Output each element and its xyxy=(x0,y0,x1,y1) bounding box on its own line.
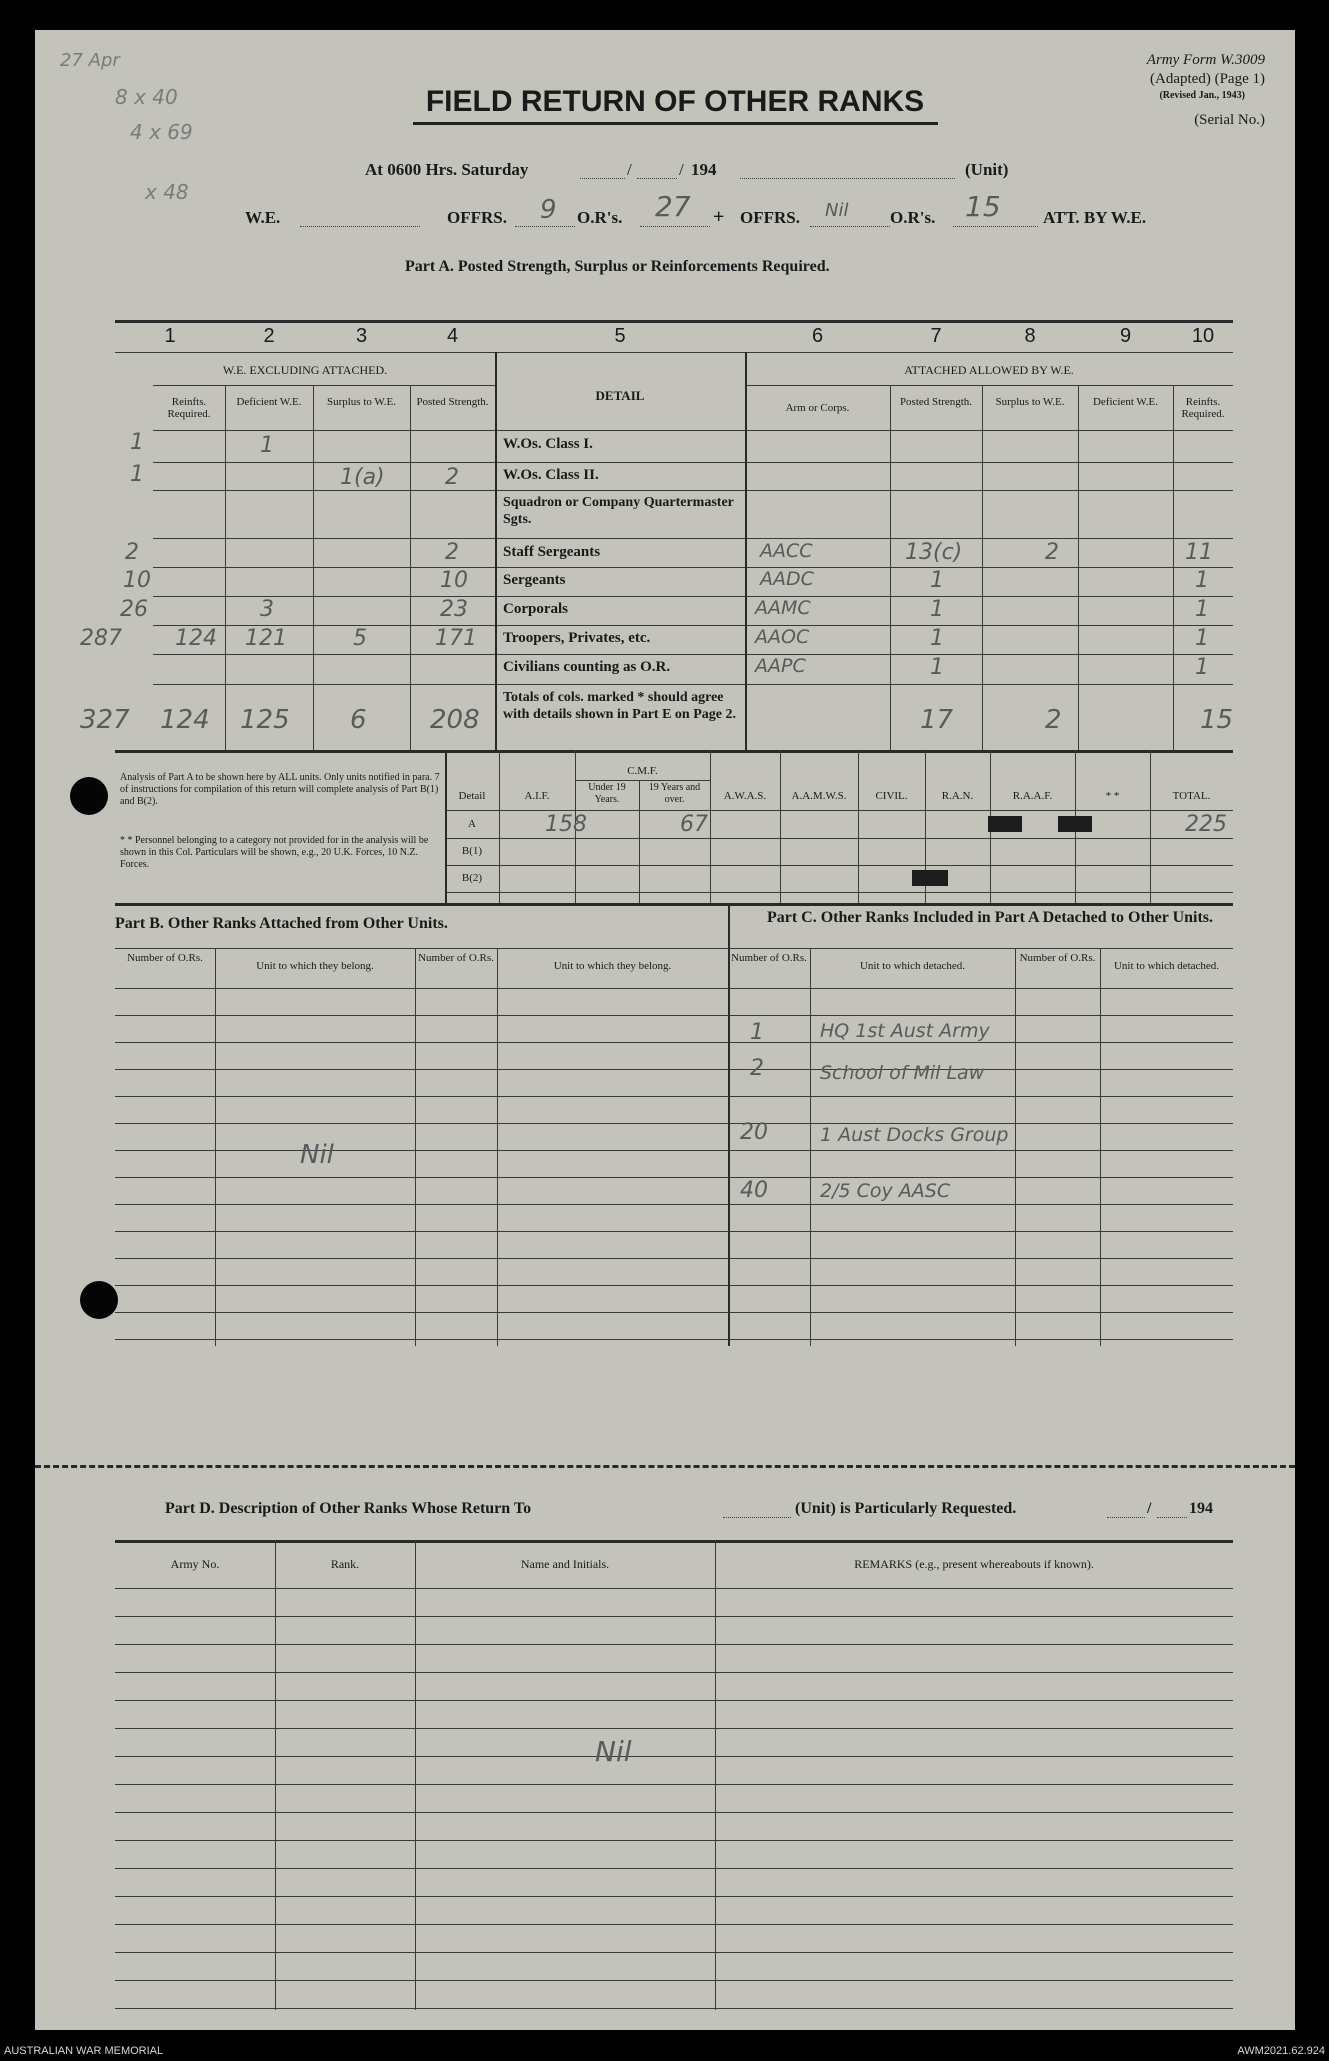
we-field xyxy=(300,226,420,227)
partA-vrule xyxy=(313,385,314,750)
plus-sign: + xyxy=(713,206,725,228)
sub-c9: Deficient W.E. xyxy=(1092,396,1159,408)
hw-value: 23 xyxy=(440,597,468,622)
partD-col-army: Army No. xyxy=(170,1557,220,1571)
analysis-col-under19: Under 19 Years. xyxy=(588,782,626,805)
partD-rule xyxy=(115,1812,1233,1813)
hw-value: 1 xyxy=(930,597,944,622)
partB-col-number: Number of O.Rs. xyxy=(127,952,203,964)
partA-vrule xyxy=(225,385,226,750)
date-month-field xyxy=(637,178,677,179)
cmf-value: 67 xyxy=(680,812,708,837)
partBC-rule xyxy=(115,1258,1233,1259)
partBC-rule xyxy=(115,1204,1233,1205)
at-label: At 0600 Hrs. Saturday xyxy=(365,160,529,179)
hw-value: 171 xyxy=(435,626,477,651)
partA-rule xyxy=(153,596,1233,597)
col-num-7: 7 xyxy=(930,325,942,347)
margin-note-1: 27 Apr xyxy=(60,50,120,71)
hw-total: 17 xyxy=(920,705,954,735)
partD-rule xyxy=(115,1784,1233,1785)
analysis-col-aamws: A.A.M.W.S. xyxy=(791,790,847,802)
ors2-label: O.R's. xyxy=(890,208,936,227)
col-num-9: 9 xyxy=(1119,325,1132,347)
offrs2-value: Nil xyxy=(825,200,849,221)
partA-vrule xyxy=(495,352,497,750)
partA-title: Part A. Posted Strength, Surplus or Reinforcements Required. xyxy=(405,258,830,275)
date-day-field xyxy=(580,178,625,179)
partA-num-rule xyxy=(115,352,1233,353)
hw-value: 2 xyxy=(1045,540,1059,565)
serial-label: (Serial No.) xyxy=(1194,112,1265,128)
partA-rule xyxy=(153,490,1233,491)
partBC-rule xyxy=(115,1096,1233,1097)
group-right-rule xyxy=(745,385,1233,386)
ors-field xyxy=(640,226,710,227)
partD-title-d: 194 xyxy=(1189,1500,1213,1517)
partA-vrule xyxy=(1173,385,1174,750)
margin-note-2: 8 x 40 xyxy=(115,85,178,109)
partC-col-unit-2: Unit to which detached. xyxy=(1113,960,1220,972)
partA-vrule xyxy=(890,385,891,750)
sub-c6: Arm or Corps. xyxy=(785,402,850,414)
hw-value: 1 xyxy=(1195,568,1209,593)
hw-value: 1 xyxy=(1195,626,1209,651)
partC-col-unit: Unit to which detached. xyxy=(859,960,966,972)
form-id-line3: (Revised Jan., 1943) xyxy=(1159,90,1245,101)
sub-c7: Posted Strength. xyxy=(899,396,973,408)
analysis-col-ran: R.A.N. xyxy=(941,790,974,802)
partD-date-field xyxy=(1107,1517,1145,1518)
hw-value: AACC xyxy=(760,540,813,562)
partBC-rule xyxy=(115,1177,1233,1178)
partBC-rule xyxy=(115,1123,1233,1124)
footer-left: AUSTRALIAN WAR MEMORIAL xyxy=(4,2045,164,2057)
partD-rule xyxy=(115,1896,1233,1897)
partD-rule xyxy=(115,1616,1233,1617)
partB-vrule xyxy=(215,948,216,1346)
hw-value: 26 xyxy=(120,597,148,622)
partA-vrule xyxy=(410,385,411,750)
partC-unit: School of Mil Law xyxy=(820,1062,985,1084)
partB-vrule xyxy=(497,948,498,1346)
hw-value: 1 xyxy=(930,655,944,680)
sub-c1: Reinfts. Required. xyxy=(167,396,211,420)
hw-total: 327 xyxy=(80,705,130,735)
partA-top-rule xyxy=(115,320,1233,323)
analysis-rule xyxy=(445,838,1233,839)
hw-total: 2 xyxy=(1045,705,1062,735)
partD-nil: Nil xyxy=(595,1735,632,1768)
group-left-header: W.E. EXCLUDING ATTACHED. xyxy=(222,363,388,377)
partD-rule xyxy=(115,1952,1233,1953)
partA-bottom-rule xyxy=(115,750,1233,753)
group-right-header: ATTACHED ALLOWED BY W.E. xyxy=(904,363,1074,377)
offrs2-label: OFFRS. xyxy=(740,208,800,227)
partD-col-remarks: REMARKS (e.g., present whereabouts if known). xyxy=(854,1557,1094,1571)
partB-col-unit: Unit to which they belong. xyxy=(256,960,374,972)
row-detail-pte: Troopers, Privates, etc. xyxy=(503,630,651,646)
hw-total: 125 xyxy=(240,705,290,735)
row-detail-cqms: Squadron or Company Quartermaster Sgts. xyxy=(503,495,734,527)
partA-rule xyxy=(153,462,1233,463)
hw-value: 287 xyxy=(80,626,122,651)
row-detail-cpl: Corporals xyxy=(503,601,568,617)
hw-value: 1 xyxy=(930,626,944,651)
hw-value: AAMC xyxy=(755,597,811,619)
partD-title-a: Part D. Description of Other Ranks Whose Return To xyxy=(165,1500,532,1517)
partD-rule xyxy=(115,1924,1233,1925)
hw-value: 11 xyxy=(1185,540,1213,565)
detail-header: DETAIL xyxy=(595,388,645,403)
partD-title-b: (Unit) is Particularly Requested. xyxy=(795,1500,1017,1517)
partBC-rule xyxy=(115,1150,1233,1151)
hw-total: 124 xyxy=(160,705,210,735)
offrs-value: 9 xyxy=(540,195,557,225)
hw-value: 2 xyxy=(445,540,459,565)
partBC-rule xyxy=(115,1069,1233,1070)
analysis-col-total: TOTAL. xyxy=(1172,790,1211,802)
partB-col-number-2: Number of O.Rs. xyxy=(418,952,494,964)
partBC-rule xyxy=(115,1042,1233,1043)
hw-value: 1 xyxy=(130,430,144,455)
partBC-rule xyxy=(115,1312,1233,1313)
partA-rule xyxy=(153,430,1233,431)
partBC-rule xyxy=(115,1015,1233,1016)
hw-value: 1 xyxy=(260,433,274,458)
partC-num: 1 xyxy=(750,1020,764,1045)
partD-rule xyxy=(115,1868,1233,1869)
partD-rule xyxy=(115,1644,1233,1645)
redaction-mark xyxy=(912,870,948,886)
row-detail-ssgt: Staff Sergeants xyxy=(503,544,601,560)
sub-c8: Surplus to W.E. xyxy=(995,396,1065,408)
sub-c2: Deficient W.E. xyxy=(236,396,302,408)
ors2-value: 15 xyxy=(965,190,1001,223)
partC-title: Part C. Other Ranks Included in Part A Detached to Other Units. xyxy=(766,909,1214,926)
partD-title-c: / xyxy=(1147,1500,1152,1517)
col-num-1: 1 xyxy=(164,325,176,347)
partC-unit: 2/5 Coy AASC xyxy=(820,1180,951,1202)
partA-rule xyxy=(153,538,1233,539)
binder-hole xyxy=(80,1281,118,1319)
hw-value: AAOC xyxy=(755,626,810,648)
hw-total: 6 xyxy=(350,705,367,735)
partD-rule xyxy=(115,1588,1233,1589)
ors2-field xyxy=(953,226,1038,227)
analysis-row-b2: B(2) xyxy=(461,872,483,884)
att-label: ATT. BY W.E. xyxy=(1043,208,1147,227)
analysis-vrule xyxy=(1150,750,1151,903)
partA-vrule xyxy=(745,352,747,750)
partD-date-field-2 xyxy=(1157,1517,1187,1518)
partB-vrule xyxy=(415,948,416,1346)
partD-rule xyxy=(115,1728,1233,1729)
analysis-vrule xyxy=(858,750,859,903)
partD-vrule xyxy=(415,1540,416,2010)
partB-nil: Nil xyxy=(300,1140,334,1170)
hw-value: AAPC xyxy=(755,655,806,677)
analysis-bottom-rule xyxy=(115,903,1233,906)
margin-note-3: 4 x 69 xyxy=(130,120,193,144)
analysis-row-a: A xyxy=(468,818,476,830)
analysis-header-rule xyxy=(445,810,1233,811)
partD-col-name: Name and Initials. xyxy=(520,1557,610,1571)
partC-num: 40 xyxy=(740,1178,768,1203)
analysis-note-2: * * Personnel belonging to a category not provided for in the analysis will be shown in this Col. Particulars will be shown, e.g., 20 U.K. Forces, 10 N.Z. Forces. xyxy=(120,835,429,870)
ors-value: 27 xyxy=(655,190,691,223)
aif-value: 158 xyxy=(545,812,587,837)
hw-value: 124 xyxy=(175,626,217,651)
analysis-col-awas: A.W.A.S. xyxy=(723,790,767,802)
binder-hole xyxy=(70,777,108,815)
analysis-row-b1: B(1) xyxy=(461,845,483,857)
partD-vrule xyxy=(275,1540,276,2010)
offrs-label: OFFRS. xyxy=(447,208,507,227)
hw-value: 1(a) xyxy=(340,465,385,490)
tear-line xyxy=(35,1465,1295,1468)
unit-field xyxy=(740,178,955,179)
partD-rule xyxy=(115,1756,1233,1757)
partD-unit-field xyxy=(723,1517,791,1518)
partC-unit: HQ 1st Aust Army xyxy=(820,1020,990,1042)
page-title: FIELD RETURN OF OTHER RANKS xyxy=(425,85,925,118)
partA-vrule xyxy=(1078,385,1079,750)
hw-value: 1 xyxy=(930,568,944,593)
row-detail-sgt: Sergeants xyxy=(503,572,566,588)
partD-rule xyxy=(115,1840,1233,1841)
hw-value: AADC xyxy=(760,568,814,590)
partB-header-top xyxy=(115,948,728,949)
analysis-col-raaf: R.A.A.F. xyxy=(1012,790,1053,802)
partC-col-number: Number of O.Rs. xyxy=(731,952,807,964)
offrs-field xyxy=(515,226,575,227)
partC-num: 20 xyxy=(740,1120,768,1145)
partD-rule xyxy=(115,2008,1233,2009)
offrs2-field xyxy=(810,226,890,227)
sub-c4: Posted Strength. xyxy=(416,396,489,408)
col-num-8: 8 xyxy=(1024,325,1036,347)
hw-value: 1 xyxy=(130,462,144,487)
year-label: 194 xyxy=(691,160,717,179)
redaction-mark xyxy=(1058,816,1092,832)
col-num-4: 4 xyxy=(446,325,459,347)
redaction-mark xyxy=(988,816,1022,832)
analysis-rule xyxy=(445,892,1233,893)
footer-right: AWM2021.62.924 xyxy=(1237,2045,1325,2057)
sub-c3: Surplus to W.E. xyxy=(326,396,397,408)
row-detail-wo2: W.Os. Class II. xyxy=(503,467,599,483)
hw-value: 2 xyxy=(125,540,139,565)
form-id-line1: Army Form W.3009 xyxy=(1146,52,1265,68)
analysis-rule xyxy=(445,865,1233,866)
ors-label: O.R's. xyxy=(577,208,623,227)
partD-rule xyxy=(115,1672,1233,1673)
cmf-rule xyxy=(575,780,710,781)
partA-rule xyxy=(153,654,1233,655)
we-label: W.E. xyxy=(245,208,281,227)
analysis-vrule xyxy=(780,750,781,903)
hw-value: 1 xyxy=(1195,655,1209,680)
row-detail-totals: Totals of cols. marked * should agree with details shown in Part E on Page 2. xyxy=(503,690,736,722)
analysis-vrule xyxy=(499,750,500,903)
hw-value: 13(c) xyxy=(905,540,963,565)
partC-num: 2 xyxy=(750,1056,764,1081)
margin-note-4: x 48 xyxy=(145,180,189,204)
partD-rule xyxy=(115,1700,1233,1701)
hw-value: 2 xyxy=(445,465,459,490)
hw-total: 208 xyxy=(430,705,480,735)
col-num-2: 2 xyxy=(263,325,275,347)
partB-col-unit-2: Unit to which they belong. xyxy=(553,960,672,972)
analysis-col-19over: 19 Years and over. xyxy=(648,782,701,805)
row-detail-wo1: W.Os. Class I. xyxy=(503,436,593,452)
partA-vrule xyxy=(982,385,983,750)
analysis-col-other: * * xyxy=(1105,790,1120,802)
partBC-rule xyxy=(115,1285,1233,1286)
partC-vrule xyxy=(810,948,811,1346)
sub-c10: Reinfts. Required. xyxy=(1181,396,1225,420)
form-page: Army Form W.3009 (Adapted) (Page 1) (Revised Jan., 1943) (Serial No.) 27 Apr 8 x 40 4 x 69 x 48 FIELD RETURN OF OTHER RANKS At 0600 Hrs. Saturday / / 194 (Unit) W.E. OFFRS. 9 O.R's. 27 + OFFRS. Nil O.R's. 15 ATT. BY W.E. Part A. Posted Strength, Surplus or Reinforcements Required. 1 2 3 4 5 6 7 8 9 10 W.E. EXCLUDING ATTACHED. ATTACHED ALLOWED BY W.E. DETAIL Reinfts. Required. Deficient W.E. Surplus to W.E. Posted Strength. Arm or Corps. Posted Strength. Surplus to W.E. Deficient W.E. Reinfts. Required. W.Os. Class I. W.Os. Class II. Squadron or Company Quartermaster Sgts. Staff Sergeants Sergeants Corporals Troopers, Privates, etc. Civilians counting as O.R. Totals of cols. marked * should agree with details shown in Part E on Page 2. 1 1 1 1(a) 2 2 2 AACC 13(c) 2 11 10 10 AADC 1 1 26 3 23 AAMC 1 1 287 124 121 5 171 AAOC 1 1 AAPC 1 1 327 124 125 6 208 17 2 15 Analysis of Part A to be shown here by ALL units. Only units notified in para. 7 of instructions for compilation of this return will complete analysis of Part B(1) and B(2). * * Personnel belonging to a category not provided for in the analysis will be shown in this Col. Particulars will be shown, e.g., 20 U.K. Forces, 10 N.Z. Forces. Detail A.I.F. C.M.F. Under 19 Years. 19 Years and over. A.W.A.S. A.A.M.W.S. CIVIL. R.A.N. R.A.A.F. * * TOTAL. A B(1) B(2) 158 67 225 Part B. Other Ranks Attached from Other Units. Part C. Other Ranks Included in Part A Detached to Other Units. Number of O.Rs. Unit to which they belong. Number of O.Rs. Unit to which they belong. Number of O.Rs. Unit to which detached. Number of O.Rs. Unit to which detached. Nil 1 HQ 1st Aust Army 2 School of Mil Law 20 1 Aust Docks Group 40 2/5 Coy AASC Part D. Description of Other Ranks Whose Return To (Unit) is Particularly Requested. / 194 Army No. Rank. Name and Initials. REMARKS (e.g., present whereabouts if known). Nil xyxy=(35,30,1295,2030)
partC-vrule xyxy=(1100,948,1101,1346)
hw-value: 1 xyxy=(1195,597,1209,622)
partB-title: Part B. Other Ranks Attached from Other Units. xyxy=(115,915,448,932)
partBC-header-bottom xyxy=(115,988,1233,989)
hw-value: 5 xyxy=(353,626,367,651)
analysis-col-civil: CIVIL. xyxy=(875,790,908,802)
col-num-3: 3 xyxy=(355,325,368,347)
row-detail-civ: Civilians counting as O.R. xyxy=(503,659,671,675)
partC-header-top xyxy=(728,948,1233,949)
partC-vrule xyxy=(1015,948,1016,1346)
total-value: 225 xyxy=(1185,812,1227,837)
col-num-10: 10 xyxy=(1191,325,1215,347)
hw-total: 15 xyxy=(1200,705,1234,735)
partA-rule xyxy=(153,625,1233,626)
title-underline xyxy=(413,122,938,125)
group-left-rule xyxy=(153,385,495,386)
analysis-note-1: Analysis of Part A to be shown here by ALL units. Only units notified in para. 7 of instructions for compilation of this return will complete analysis of Part B(1) and B(2). xyxy=(120,772,440,807)
partD-rule xyxy=(115,1980,1233,1981)
partC-col-number-2: Number of O.Rs. xyxy=(1019,952,1096,964)
analysis-detail-label: Detail xyxy=(458,790,486,802)
hw-value: 3 xyxy=(260,597,274,622)
partA-rule xyxy=(153,684,1233,685)
col-num-6: 6 xyxy=(811,325,824,347)
partBC-rule xyxy=(115,1231,1233,1232)
analysis-vrule xyxy=(710,750,711,903)
hw-value: 10 xyxy=(440,568,468,593)
hw-value: 121 xyxy=(245,626,287,651)
analysis-col-cmf: C.M.F. xyxy=(627,765,658,777)
partBC-rule xyxy=(115,1339,1233,1340)
partC-unit: 1 Aust Docks Group xyxy=(820,1124,1009,1146)
partA-rule xyxy=(153,567,1233,568)
unit-label: (Unit) xyxy=(965,160,1009,179)
analysis-col-aif: A.I.F. xyxy=(524,790,550,802)
form-id-line2: (Adapted) (Page 1) xyxy=(1150,71,1265,87)
partD-top-rule xyxy=(115,1540,1233,1543)
hw-value: 10 xyxy=(123,568,151,593)
partBC-divider xyxy=(728,903,730,1346)
col-num-5: 5 xyxy=(614,325,626,347)
partD-col-rank: Rank. xyxy=(330,1557,360,1571)
partD-vrule xyxy=(715,1540,716,2010)
